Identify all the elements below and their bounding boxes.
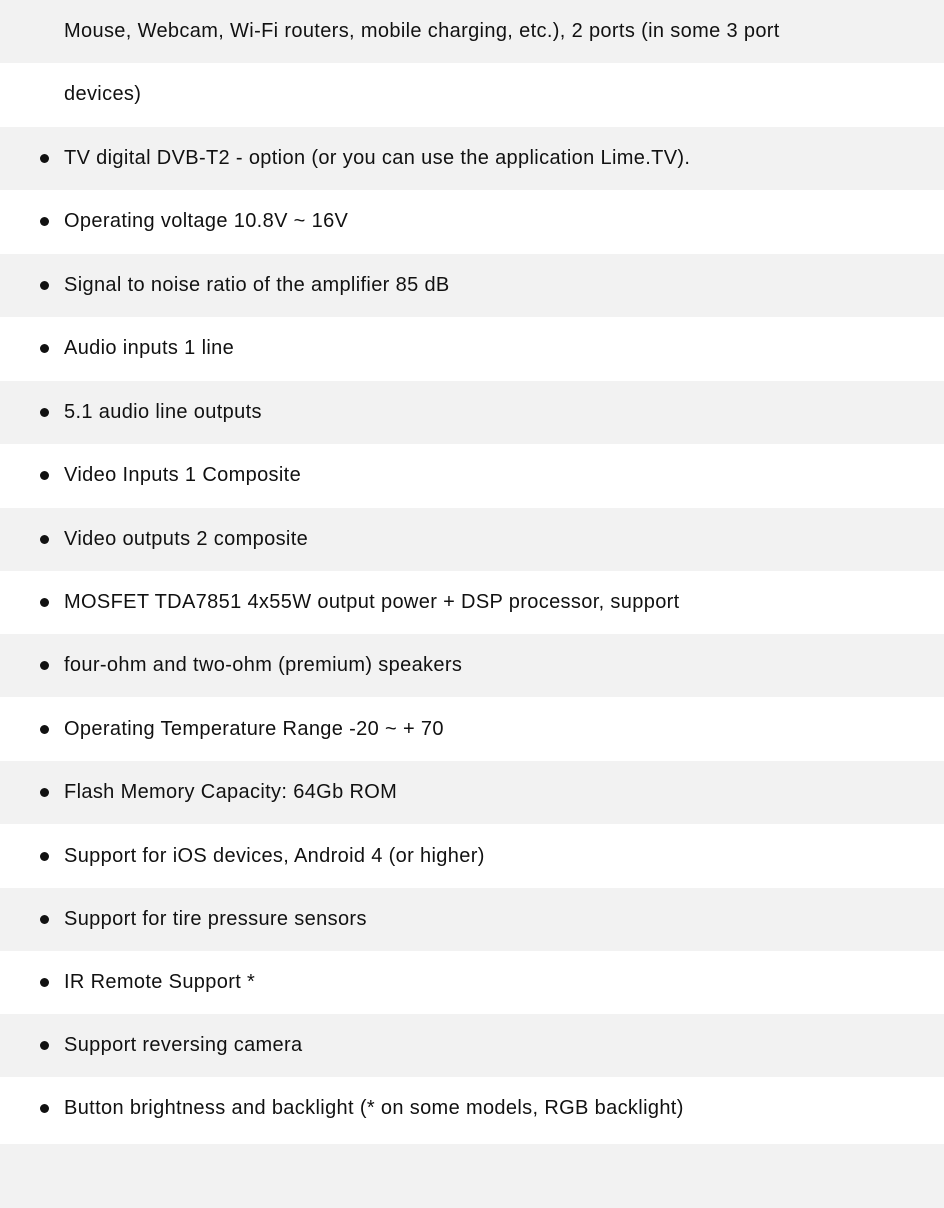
- list-item-text: Audio inputs 1 line: [64, 337, 235, 359]
- list-item-text: MOSFET TDA7851 4x55W output power + DSP processor, support: [64, 591, 680, 613]
- list-item-text: Support for iOS devices, Android 4 (or higher): [64, 845, 485, 867]
- list-item: [0, 951, 944, 1014]
- list-item-text: Flash Memory Capacity: 64Gb ROM: [64, 781, 398, 803]
- bullet-icon: [40, 1041, 49, 1050]
- list-item: [0, 761, 944, 824]
- bullet-icon: [40, 154, 49, 163]
- list-item: [0, 317, 944, 380]
- list-item-text: Button brightness and backlight (* on some models, RGB backlight): [64, 1097, 684, 1119]
- bullet-icon: [40, 1104, 49, 1113]
- list-item: [0, 127, 944, 190]
- bullet-icon: [40, 915, 49, 924]
- list-item-text: Video outputs 2 composite: [64, 528, 309, 550]
- list-item-text: Signal to noise ratio of the amplifier 85 dB: [64, 274, 450, 296]
- list-item-text: TV digital DVB-T2 - option (or you can use the application Lime.TV).: [64, 147, 691, 169]
- list-item: [0, 254, 944, 317]
- list-item: [0, 190, 944, 253]
- continuation-row-1: [0, 0, 944, 63]
- list-item: [0, 888, 944, 951]
- list-item: [0, 1077, 944, 1140]
- list-item: [0, 571, 944, 634]
- list-item-text: Operating Temperature Range -20 ~ + 70: [64, 718, 444, 740]
- continuation-text-1: Mouse, Webcam, Wi-Fi routers, mobile charging, etc.), 2 ports (in some 3 port: [64, 20, 780, 42]
- bullet-icon: [40, 217, 49, 226]
- bullet-icon: [40, 408, 49, 417]
- list-item-text: 5.1 audio line outputs: [64, 401, 262, 423]
- bullet-icon: [40, 598, 49, 607]
- list-item: [0, 444, 944, 507]
- list-item: [0, 381, 944, 444]
- empty-footer-row: [0, 1144, 944, 1208]
- bullet-icon: [40, 978, 49, 987]
- list-item-text: IR Remote Support *: [64, 971, 256, 993]
- bullet-icon: [40, 281, 49, 290]
- list-item-text: Operating voltage 10.8V ~ 16V: [64, 210, 349, 232]
- bullet-icon: [40, 788, 49, 797]
- list-item-text: Support reversing camera: [64, 1034, 303, 1056]
- list-item: [0, 634, 944, 697]
- bullet-icon: [40, 535, 49, 544]
- list-item: [0, 698, 944, 761]
- bullet-icon: [40, 725, 49, 734]
- list-item: [0, 508, 944, 571]
- bullet-icon: [40, 344, 49, 353]
- list-item: [0, 1014, 944, 1077]
- list-item-text: Support for tire pressure sensors: [64, 908, 367, 930]
- continuation-row-2: [0, 63, 944, 126]
- bullet-icon: [40, 852, 49, 861]
- continuation-text-2: devices): [64, 83, 142, 105]
- list-item-text: four-ohm and two-ohm (premium) speakers: [64, 654, 463, 676]
- bullet-icon: [40, 471, 49, 480]
- list-item-text: Video Inputs 1 Composite: [64, 464, 302, 486]
- bullet-icon: [40, 661, 49, 670]
- list-item: [0, 825, 944, 888]
